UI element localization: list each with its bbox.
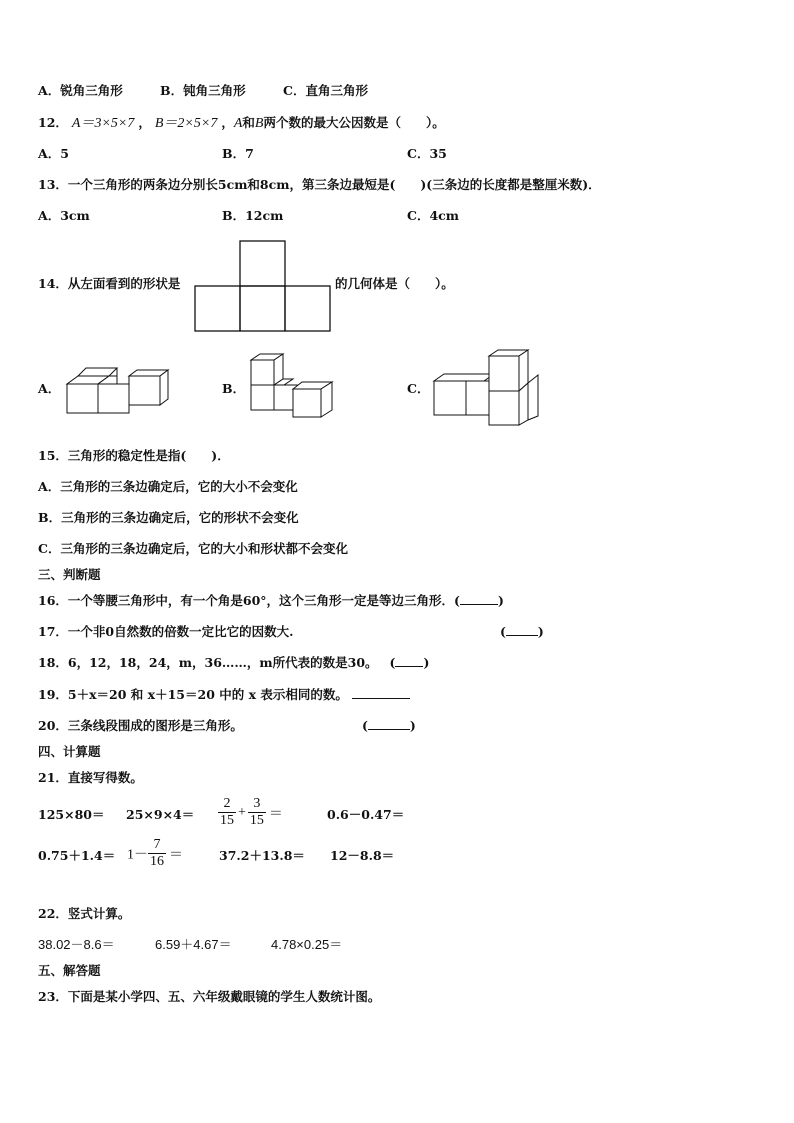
q13-option-a[interactable]: A．3cm bbox=[38, 208, 90, 223]
q21-fraction-2: $\frac{3}{15}$ bbox=[249, 796, 264, 828]
q13-option-b[interactable]: B．12cm bbox=[222, 208, 284, 223]
section-3-heading: 三、判断题 bbox=[38, 567, 101, 582]
question-20-text: 20．三条线段围成的图形是三角形。 bbox=[38, 718, 243, 733]
q12-option-b[interactable]: B．7 bbox=[222, 146, 254, 161]
q21-expr-1: 125×80＝ bbox=[38, 807, 105, 822]
section-4-heading: 四、计算题 bbox=[38, 744, 101, 759]
q18-close: ) bbox=[423, 655, 430, 670]
q21-fraction-1: $\frac{2}{15}$ bbox=[220, 796, 234, 828]
q21-expr-6: 1－ $\frac{7}{16}$ ＝ bbox=[127, 837, 183, 869]
q12-a-letter: A bbox=[233, 116, 243, 131]
q13-option-c[interactable]: C．4cm bbox=[407, 208, 459, 223]
q14-option-a[interactable]: A． bbox=[38, 381, 61, 396]
q21-fraction-3: $\frac{7}{16}$ bbox=[150, 837, 164, 869]
q14-option-c[interactable]: C． bbox=[407, 381, 430, 396]
q12-option-a[interactable]: A．5 bbox=[38, 146, 69, 161]
q18-text: 18．6，12，18，24，m，36……，m所代表的数是30。 bbox=[38, 655, 378, 670]
q12-option-c[interactable]: C．35 bbox=[407, 146, 447, 161]
q20-close: ) bbox=[409, 718, 416, 733]
question-23: 23．下面是某小学四、五、六年级戴眼镜的学生人数统计图。 bbox=[38, 989, 381, 1004]
q22-expr-3: 4.78×0.25＝ bbox=[271, 937, 343, 952]
q12-a-definition: A＝3×5×7 bbox=[71, 116, 135, 131]
q12-tail: 两个数的最大公因数是（ ）。 bbox=[263, 115, 445, 130]
q20-answer-blank[interactable] bbox=[368, 729, 410, 730]
q17-open: ( bbox=[500, 624, 506, 639]
q21-expr-8: 12－8.8＝ bbox=[330, 848, 395, 863]
q17-answer-blank[interactable] bbox=[506, 635, 538, 636]
q15-option-c[interactable]: C．三角形的三条边确定后，它的大小和形状都不会变化 bbox=[38, 541, 348, 556]
q14-option-a-cubes-figure bbox=[64, 364, 168, 416]
q19-text: 19．5＋x＝20 和 x＋15＝20 中的 x 表示相同的数。 bbox=[38, 687, 348, 702]
q12-he: 和 bbox=[242, 115, 255, 130]
section-5-heading: 五、解答题 bbox=[38, 963, 101, 978]
q17-answer bbox=[500, 624, 544, 640]
q21-expr-5: 0.75＋1.4＝ bbox=[38, 848, 116, 863]
q12-b-letter: B bbox=[254, 116, 264, 131]
q12-b-definition: B＝2×5×7 bbox=[154, 116, 218, 131]
question-17-text: 17．一个非0自然数的倍数一定比它的因数大. bbox=[38, 624, 294, 639]
q15-option-b[interactable]: B．三角形的三条边确定后，它的形状不会变化 bbox=[38, 510, 299, 525]
q12-number: 12． bbox=[38, 115, 68, 130]
q19-answer-blank[interactable] bbox=[352, 698, 410, 699]
question-16 bbox=[38, 593, 504, 609]
q14-option-c-cubes-figure bbox=[432, 348, 542, 428]
q16-text: 16．一个等腰三角形中，有一个角是60°，这个三角形一定是等边三角形．( bbox=[38, 593, 460, 608]
q16-answer-blank[interactable] bbox=[460, 604, 498, 605]
question-14-tail: 的几何体是（ ）。 bbox=[335, 276, 454, 291]
q22-expr-2: 6.59＋4.67＝ bbox=[155, 937, 232, 952]
question-18 bbox=[38, 655, 429, 671]
q14-option-b[interactable]: B． bbox=[222, 381, 246, 396]
q22-expr-1: 38.02－8.6＝ bbox=[38, 937, 115, 952]
q17-close: ) bbox=[537, 624, 544, 639]
question-19 bbox=[38, 687, 410, 703]
question-13: 13．一个三角形的两条边分别长5cm和8cm，第三条边最短是( )(三条边的长度都是整厘米数)． bbox=[38, 177, 601, 192]
q18-answer-blank[interactable] bbox=[395, 666, 423, 667]
question-15: 15．三角形的稳定性是指( )． bbox=[38, 448, 230, 463]
q11-option-b[interactable]: B．钝角三角形 bbox=[160, 83, 246, 98]
q18-open: ( bbox=[389, 655, 396, 670]
q14-left-view-figure bbox=[193, 240, 333, 335]
q15-option-a[interactable]: A．三角形的三条边确定后，它的大小不会变化 bbox=[38, 479, 298, 494]
q11-option-a[interactable]: A．锐角三角形 bbox=[38, 83, 123, 98]
q14-option-b-cubes-figure bbox=[248, 351, 338, 423]
q16-close: ) bbox=[497, 593, 504, 608]
question-21: 21．直接写得数。 bbox=[38, 770, 143, 785]
question-14-lead: 14．从左面看到的形状是 bbox=[38, 276, 181, 291]
q21-expr-3: $\frac{2}{15}$ + $\frac{3}{15}$ ＝ bbox=[220, 796, 283, 828]
q20-open: ( bbox=[362, 718, 368, 733]
q20-answer bbox=[362, 718, 416, 734]
question-12: 12． A＝3×5×7 ， B＝2×5×7 ，A和B两个数的最大公因数是（ ）。 bbox=[38, 115, 445, 131]
q21-expr-7: 37.2＋13.8＝ bbox=[219, 848, 305, 863]
q21-expr-2: 25×9×4＝ bbox=[126, 807, 195, 822]
question-22: 22．竖式计算。 bbox=[38, 906, 131, 921]
q11-option-c[interactable]: C．直角三角形 bbox=[283, 83, 368, 98]
q21-expr-4: 0.6－0.47＝ bbox=[327, 807, 405, 822]
